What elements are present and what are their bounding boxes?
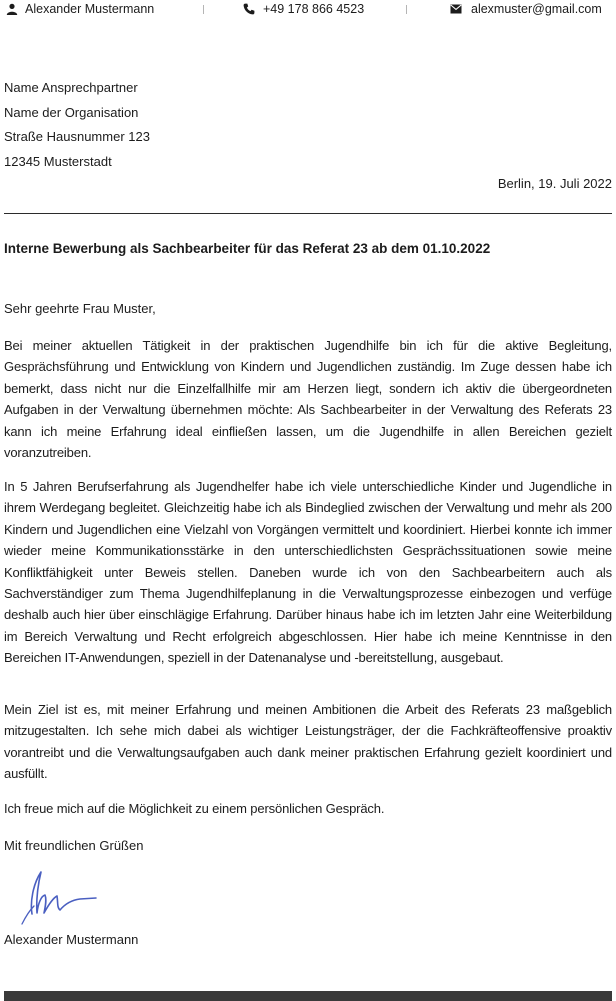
recipient-contact: Name Ansprechpartner: [4, 80, 138, 95]
body-paragraph: Bei meiner aktuellen Tätigkeit in der praktischen Jugendhilfe bin ich für die aktive Begleitung, Gesprächsführung und Entwicklung von Kindern und Jugendlichen zuständig. Im Zuge dessen habe ich bemerkt, dass nicht nur die Einzelfallhilfe mir am Herzen liegt, sondern ich aktiv die übergeordneten Aufgaben in der Verwaltung übernehmen möchte: Als Sachbearbeiter in der Verwaltung des Referats 23 kann ich meine Erfahrung ideal einfließen lassen, um die Jugendhilfe in allen Bereichen gezielt voranzutreiben.: [4, 338, 612, 461]
salutation: Sehr geehrte Frau Muster,: [4, 301, 156, 316]
letter-subject: Interne Bewerbung als Sachbearbeiter für das Referat 23 ab dem 01.10.2022: [4, 241, 491, 256]
contact-header: [0, 0, 616, 18]
body-paragraph: In 5 Jahren Berufserfahrung als Jugendhelfer habe ich viele unterschiedliche Kinder und Jugendliche in ihrem Werdegang begleitet. Gleichzeitig habe ich als Bindeglied zwischen der Verwaltung und mehr als 200 Kindern und Jugendlichen eine Vielzahl von Vorgängen vermittelt und koordiniert. Hierbei konnte ich immer wieder meine Kommunikationsstärke in den unterschiedlichsten Gesprächssituationen sowie meine Konfliktfähigkeit unter Beweis stellen. Daneben wurde ich von den Sachbearbeitern auch als Sachverständiger zum Thema Jugendhilfeplanung in die Verwaltungsprozesse einbezogen und verfüge deshalb auch hier über einschlägige Erfahrung. Darüber hinaus habe ich im letzten Jahr eine Weiterbildung im Bereich Verwaltung und Recht erfolgreich abgeschlossen. Hier habe ich meine Kenntnisse in den Bereichen IT-Anwendungen, speziell in der Datenanalyse und -bereitstellung, ausgebaut.: [4, 479, 612, 666]
recipient-street: Straße Hausnummer 123: [4, 129, 150, 144]
handwritten-signature: [14, 866, 104, 928]
header-phone-item: [243, 2, 364, 16]
header-phone[interactable]: +49 178 866 4523: [263, 2, 365, 16]
header-divider: [406, 5, 407, 14]
header-divider: [203, 5, 204, 14]
envelope-icon: [450, 4, 462, 14]
signer-name: Alexander Mustermann: [4, 932, 139, 947]
divider-line: [4, 213, 612, 214]
letter-date: Berlin, 19. Juli 2022: [497, 176, 612, 191]
header-email-item: [450, 2, 602, 16]
header-name: Alexander Mustermann: [25, 2, 155, 16]
phone-icon: [243, 3, 255, 15]
body-paragraph: Ich freue mich auf die Möglichkeit zu einem persönlichen Gespräch.: [4, 801, 385, 816]
closing-phrase: Mit freundlichen Grüßen: [4, 838, 144, 853]
header-email[interactable]: alexmuster@gmail.com: [471, 2, 602, 16]
recipient-organization: Name der Organisation: [4, 104, 139, 120]
person-icon: [6, 3, 18, 15]
footer-bar: [4, 991, 612, 1001]
recipient-city: 12345 Musterstadt: [4, 153, 112, 169]
header-name-item: [6, 2, 154, 16]
body-paragraph: Mein Ziel ist es, mit meiner Erfahrung und meinen Ambitionen die Arbeit des Referats 23 maßgeblich mitzugestalten. Ich sehe mich dabei als wichtiger Leistungsträger, der die Fachkräfteoffensive proaktiv vorantreibt und die Verwaltungsaufgaben auch dank meiner praktischen Erfahrung gezielt koordiniert und ausfüllt.: [4, 702, 612, 782]
recipient-address: [4, 76, 150, 174]
